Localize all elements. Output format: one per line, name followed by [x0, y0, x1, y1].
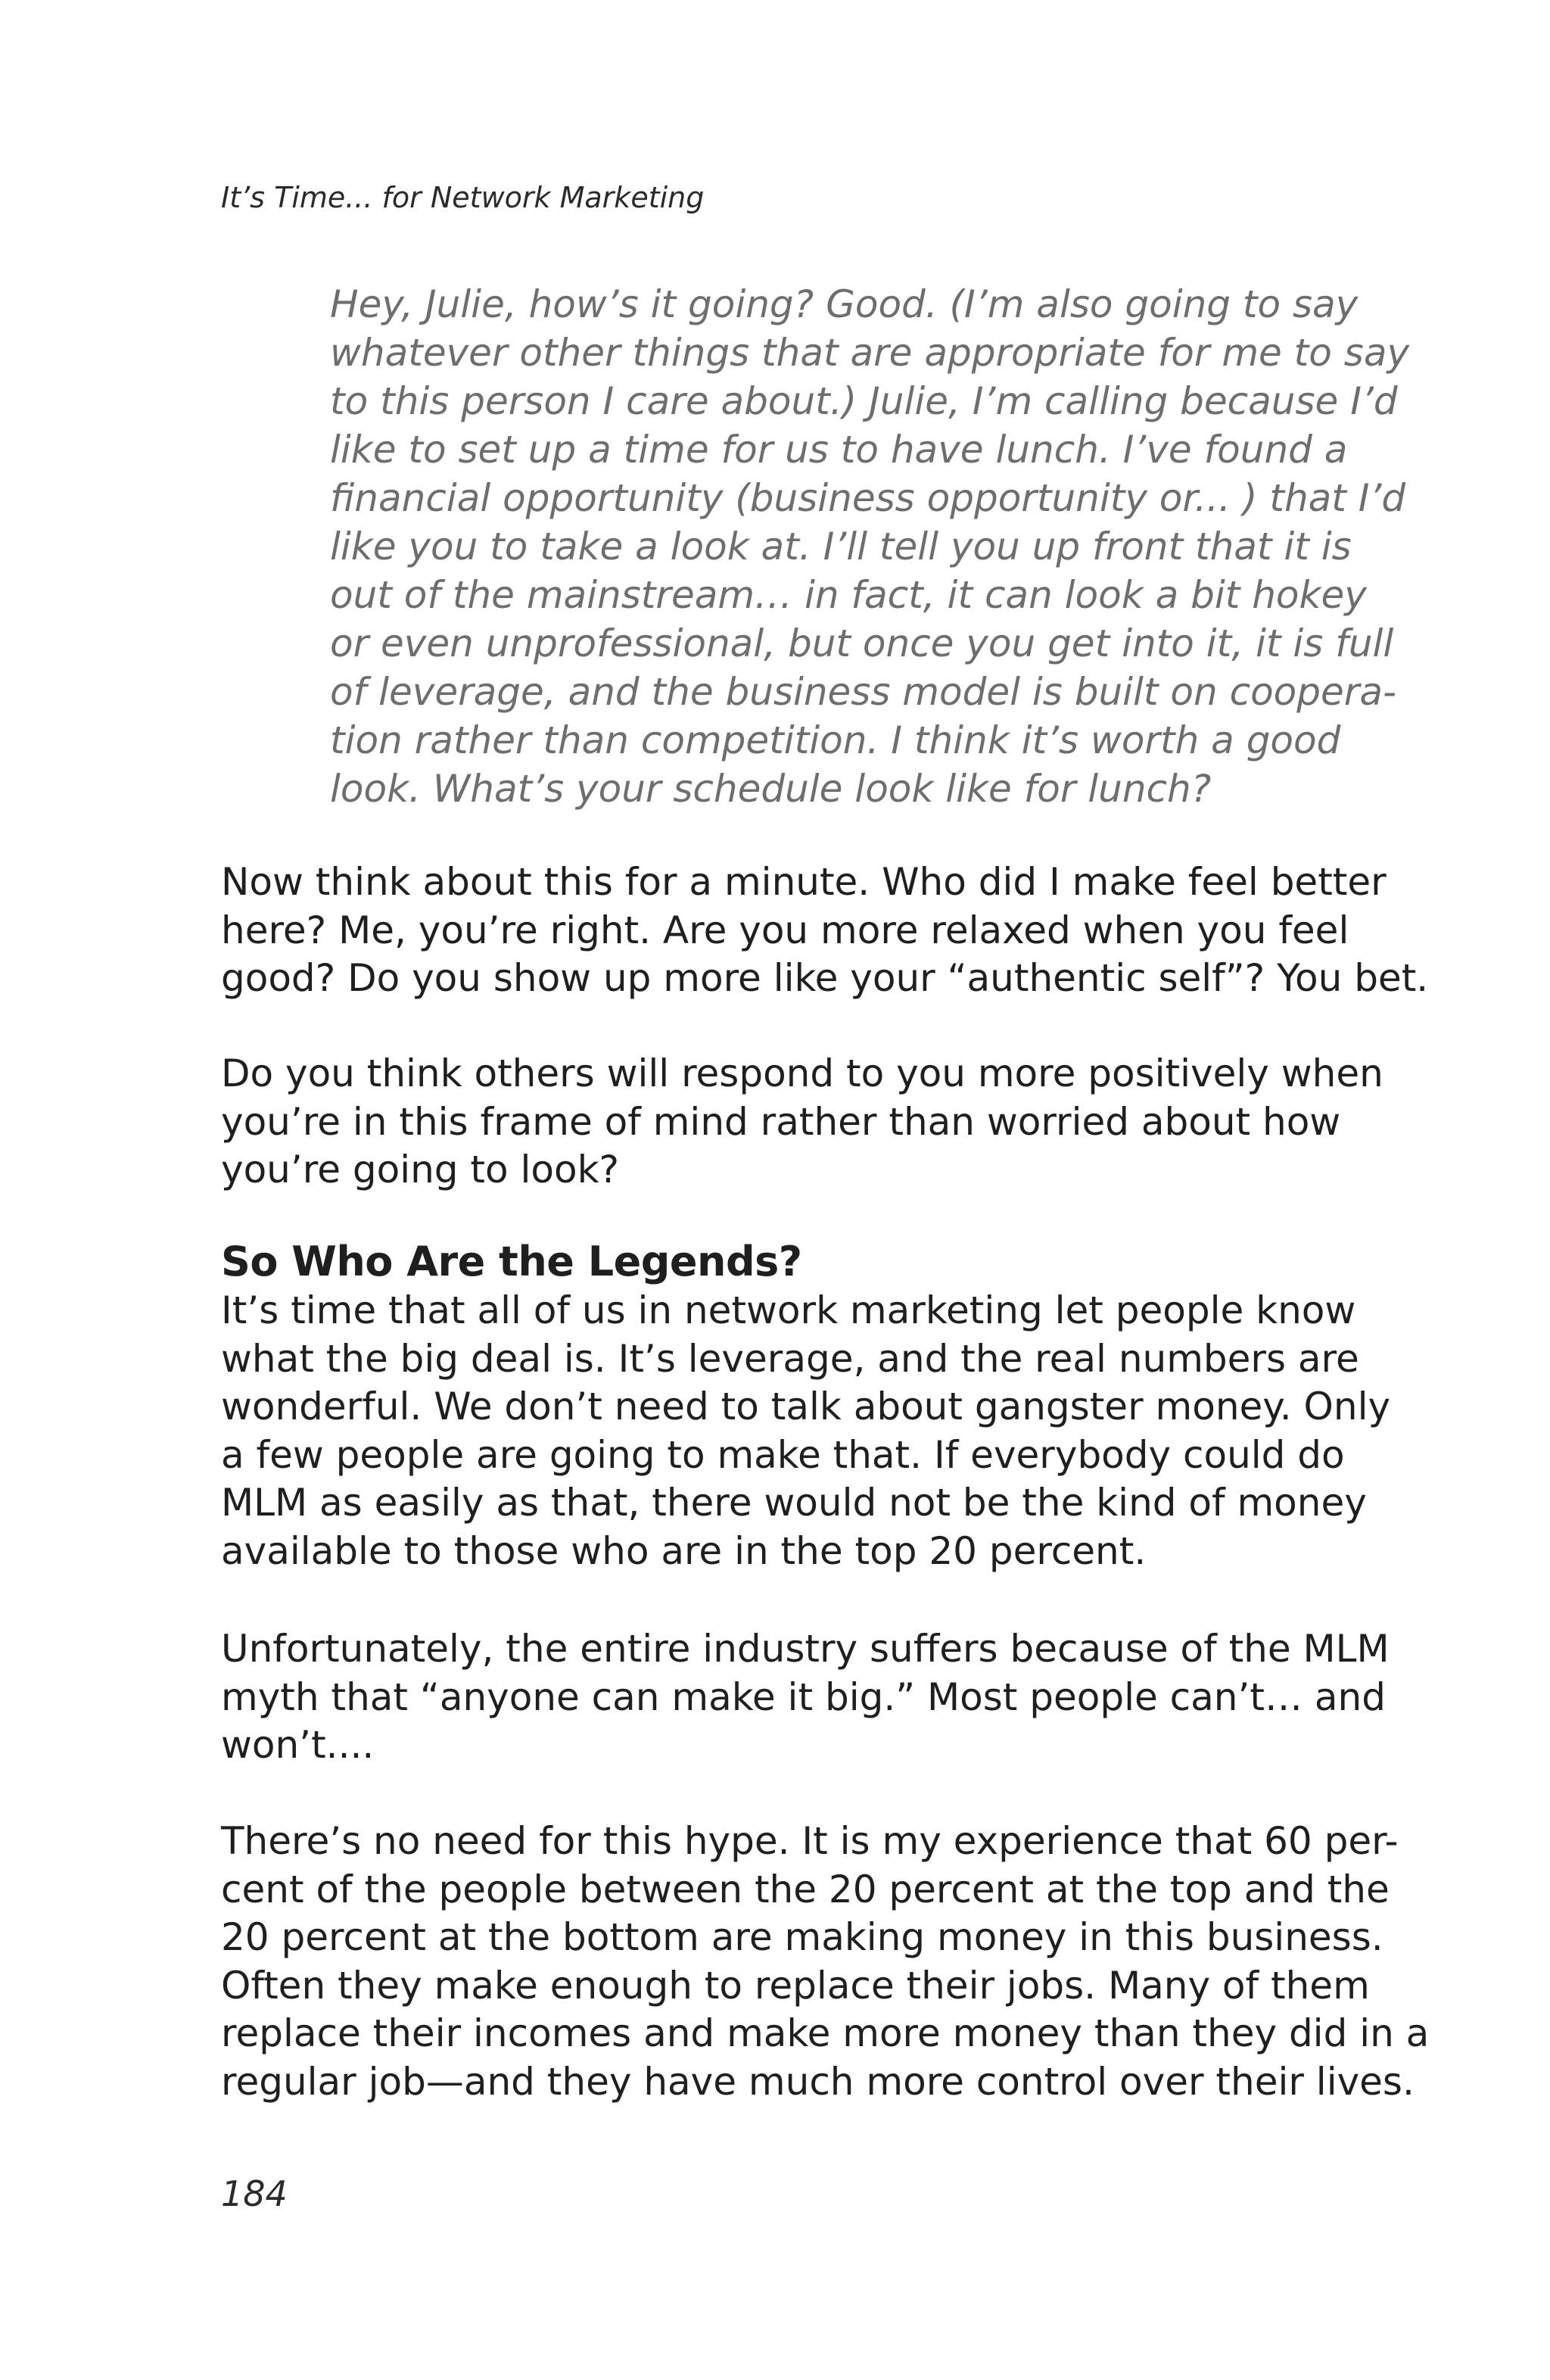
text-line: won’t.... — [221, 1723, 375, 1767]
paragraph-5 — [221, 1818, 1430, 2106]
quote-line: of leverage, and the business model is built on coopera- — [330, 670, 1397, 714]
running-head: It’s Time... for Network Marketing — [221, 181, 705, 214]
text-line: myth that “anyone can make it big.” Most people can’t… and — [221, 1674, 1386, 1719]
quote-line: out of the mainstream… in fact, it can look a bit hokey — [330, 573, 1367, 617]
text-line: you’re in this frame of mind rather than worried about how — [221, 1099, 1341, 1144]
text-line: here? Me, you’re right. Are you more relaxed when you feel — [221, 908, 1349, 952]
text-line: a few people are going to make that. If everybody could do — [221, 1432, 1345, 1477]
text-line: Unfortunately, the entire industry suffers because of the MLM — [221, 1627, 1390, 1671]
text-line: It’s time that all of us in network marketing let people know — [221, 1288, 1356, 1332]
quote-line: look. What’s your schedule look like for lunch? — [330, 767, 1212, 811]
quote-line: like to set up a time for us to have lunch. I’ve found a — [330, 428, 1348, 472]
text-line: cent of the people between the 20 percent at the top and the — [221, 1867, 1390, 1911]
quote-line: or even unprofessional, but once you get into it, it is full — [330, 621, 1394, 665]
quote-line: Hey, Julie, how’s it going? Good. (I’m also going to say — [330, 282, 1359, 326]
block-quote — [330, 280, 1410, 813]
quote-line: whatever other things that are appropriate for me to say — [330, 331, 1410, 375]
text-line: regular job—and they have much more control over their lives. — [221, 2059, 1415, 2104]
text-line: Often they make enough to replace their jobs. Many of them — [221, 1963, 1370, 2008]
text-line: you’re going to look? — [221, 1148, 620, 1192]
paragraph-3 — [221, 1287, 1391, 1575]
text-line: Do you think others will respond to you more positively when — [221, 1051, 1383, 1095]
text-line: good? Do you show up more like your “authentic self”? You bet. — [221, 956, 1429, 1000]
paragraph-2 — [221, 1050, 1383, 1195]
text-line: Now think about this for a minute. Who did I make feel better — [221, 860, 1387, 904]
quote-line: financial opportunity (business opportunity or... ) that I’d — [330, 476, 1406, 520]
text-line: available to those who are in the top 20 percent. — [221, 1528, 1147, 1573]
paragraph-1 — [221, 858, 1429, 1003]
text-line: wonderful. We don’t need to talk about gangster money. Only — [221, 1385, 1391, 1428]
section-heading: So Who Are the Legends? — [221, 1238, 802, 1285]
quote-line: like you to take a look at. I’ll tell you up front that it is — [330, 525, 1352, 569]
text-line: MLM as easily as that, there would not be the kind of money — [221, 1481, 1367, 1525]
quote-line: tion rather than competition. I think it’s worth a good — [330, 718, 1341, 762]
text-line: There’s no need for this hype. It is my experience that 60 per- — [221, 1819, 1399, 1863]
text-line: what the big deal is. It’s leverage, and the real numbers are — [221, 1336, 1359, 1381]
text-line: 20 percent at the bottom are making money in this business. — [221, 1915, 1383, 1959]
page-number: 184 — [221, 2173, 288, 2214]
text-line: replace their incomes and make more money than they did in a — [221, 2011, 1430, 2055]
quote-line: to this person I care about.) Julie, I’m calling because I’d — [330, 379, 1398, 423]
paragraph-4 — [221, 1625, 1390, 1770]
